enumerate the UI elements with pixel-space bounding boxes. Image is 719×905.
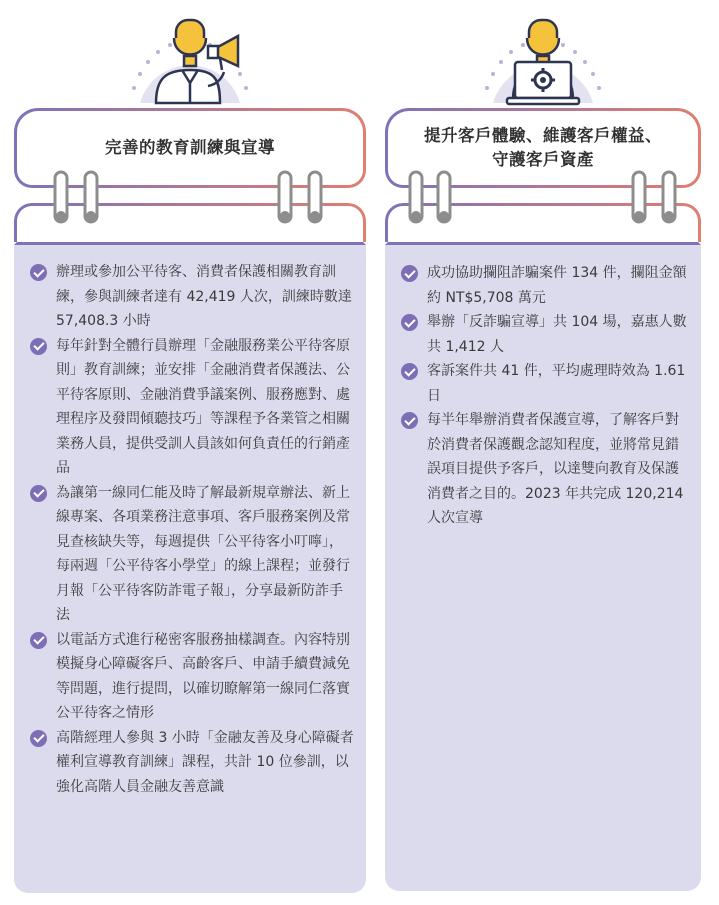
list-item: 每年針對全體行員辦理「金融服務業公平待客原則」教育訓練；並安排「金融消費者保護法、公平待客原則、金融消費爭議案例、服務應對、處理程序及發問傾聽技巧」等課程予各業管之相關業務人員，提供受訓人員該如何負責任的行銷產品: [30, 334, 356, 481]
ring-icon: [276, 170, 294, 224]
content-card-left: [14, 203, 366, 893]
person-laptop-gear-icon: [463, 8, 623, 113]
list-item: 客訴案件共 41 件，平均處理時效為 1.61 日: [401, 359, 691, 408]
list-item: 為讓第一線同仁能及時了解最新規章辦法、新上線專案、各項業務注意事項、客戶服務案例及常見查核缺失等，每週提供「公平待客小叮嚀」，每兩週「公平待客小學堂」的線上課程；並發行月報「公平待客防詐電子報」，分享最新防詐手法: [30, 481, 356, 628]
check-circle-icon: [30, 338, 47, 355]
bullet-list: [30, 260, 356, 799]
list-item: 成功協助攔阻詐騙案件 134 件，攔阻金額約 NT$5,708 萬元: [401, 261, 691, 310]
list-item: 辦理或參加公平待客、消費者保護相關教育訓練，參與訓練者達有 42,419 人次，訓練時數達 57,408.3 小時: [30, 260, 356, 334]
list-item: 舉辦「反詐騙宣導」共 104 場，嘉惠人數共 1,412 人: [401, 310, 691, 359]
list-item: 高階經理人參與 3 小時「金融友善及身心障礙者權利宣導教育訓練」課程，共計 10 位參訓，以強化高階人員金融友善意識: [30, 726, 356, 800]
binder-rings: [14, 170, 366, 230]
check-circle-icon: [401, 265, 418, 282]
ring-icon: [630, 170, 648, 224]
ring-icon: [82, 170, 100, 224]
list-item: 每半年舉辦消費者保護宣導，了解客戶對於消費者保護觀念認知程度，並將常見錯誤項目提供予客戶，以達雙向教育及保護消費者之目的。2023 年共完成 120,214 人次宣導: [401, 408, 691, 531]
binder-rings: [385, 170, 701, 230]
check-circle-icon: [30, 485, 47, 502]
ring-icon: [306, 170, 324, 224]
panel-title: 完善的教育訓練與宣導: [105, 138, 275, 157]
content-card-right: [385, 203, 701, 891]
panel-title: 提升客戶體驗、維護客戶權益、 守護客戶資產: [424, 126, 662, 169]
person-megaphone-icon: [110, 8, 270, 113]
check-circle-icon: [401, 363, 418, 380]
bullet-list: [401, 261, 691, 531]
check-circle-icon: [30, 264, 47, 281]
check-circle-icon: [30, 632, 47, 649]
check-circle-icon: [30, 730, 47, 747]
ring-icon: [660, 170, 678, 224]
ring-icon: [435, 170, 453, 224]
check-circle-icon: [401, 412, 418, 429]
ring-icon: [52, 170, 70, 224]
check-circle-icon: [401, 314, 418, 331]
list-item: 以電話方式進行秘密客服務抽樣調查。內容特別模擬身心障礙客戶、高齡客戶、申請手續費減免等問題，進行提問，以確切瞭解第一線同仁落實公平待客之情形: [30, 628, 356, 726]
ring-icon: [407, 170, 425, 224]
